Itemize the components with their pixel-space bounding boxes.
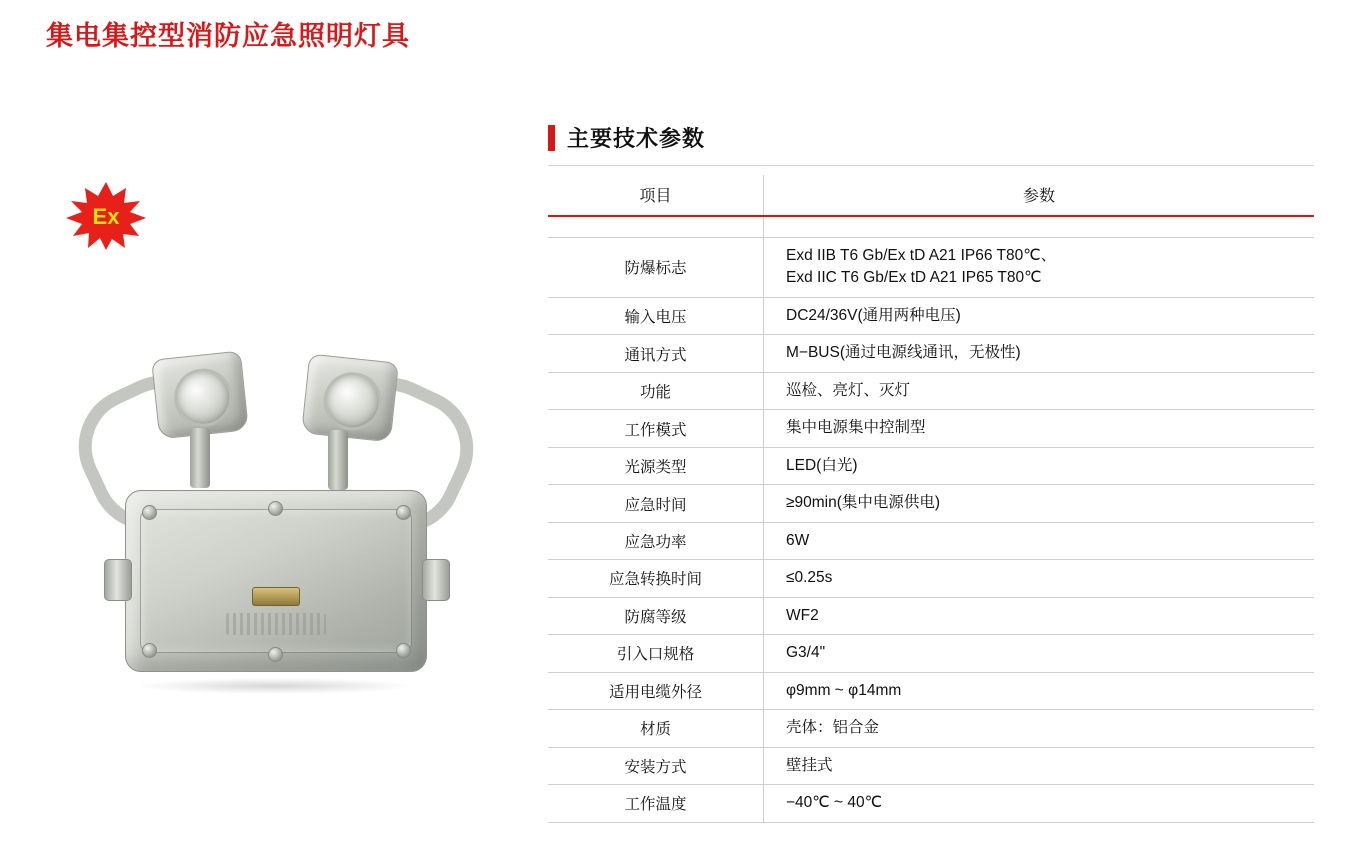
lamp-head-right	[301, 354, 399, 443]
spec-item-label: 通讯方式	[548, 335, 764, 372]
table-spacer-row	[548, 216, 1314, 238]
spec-item-label: 材质	[548, 710, 764, 747]
column-header-value: 参数	[764, 175, 1315, 216]
product-photo	[95, 270, 495, 750]
table-row	[548, 410, 1314, 447]
table-row	[548, 672, 1314, 709]
table-row	[548, 785, 1314, 822]
table-row	[548, 747, 1314, 784]
spec-item-value: WF2	[764, 597, 1315, 634]
spec-item-value: φ9mm ~ φ14mm	[764, 672, 1315, 709]
enclosure-body	[125, 490, 427, 672]
spec-item-label: 应急时间	[548, 485, 764, 522]
product-illustration	[40, 160, 520, 800]
table-row	[548, 635, 1314, 672]
spec-item-label: 防腐等级	[548, 597, 764, 634]
enclosure-nameplate	[226, 613, 326, 635]
ex-badge-label: Ex	[92, 204, 120, 229]
lamp-head-left	[151, 351, 249, 440]
table-row	[548, 485, 1314, 522]
spec-table-body	[548, 216, 1314, 822]
enclosure-bolt	[142, 643, 157, 658]
table-row	[548, 522, 1314, 559]
spec-item-label: 适用电缆外径	[548, 672, 764, 709]
spec-item-value: 6W	[764, 522, 1315, 559]
cable-gland-right	[422, 559, 450, 601]
section-accent-bar	[548, 125, 555, 151]
spec-item-value: LED(白光)	[764, 447, 1315, 484]
lamp-neck-left	[190, 428, 210, 488]
spec-item-label: 引入口规格	[548, 635, 764, 672]
spec-item-label: 工作温度	[548, 785, 764, 822]
spec-item-value: M−BUS(通过电源线通讯，无极性)	[764, 335, 1315, 372]
table-row	[548, 597, 1314, 634]
spec-item-label: 工作模式	[548, 410, 764, 447]
page-title: 集电集控型消防应急照明灯具	[46, 21, 410, 51]
status-indicator	[252, 587, 300, 606]
spec-item-value: 巡检、亮灯、灭灯	[764, 372, 1315, 409]
table-row	[548, 297, 1314, 334]
spec-section-header	[548, 122, 1314, 165]
spec-item-value: 壳体：铝合金	[764, 710, 1315, 747]
product-shadow	[135, 678, 415, 694]
column-header-item: 项目	[548, 175, 764, 216]
spec-section	[548, 122, 1314, 823]
table-row	[548, 710, 1314, 747]
spec-item-value: −40℃ ~ 40℃	[764, 785, 1315, 822]
spec-item-value: ≥90min(集中电源供电)	[764, 485, 1315, 522]
enclosure-bolt	[396, 505, 411, 520]
table-row	[548, 335, 1314, 372]
spec-item-value: DC24/36V(通用两种电压)	[764, 297, 1315, 334]
spec-item-value: ≤0.25s	[764, 560, 1315, 597]
lamp-lens-left	[171, 366, 235, 430]
spec-item-value: Exd IIB T6 Gb/Ex tD A21 IP66 T80℃、 Exd IIC T6 Gb/Ex tD A21 IP65 T80℃	[764, 238, 1315, 298]
spec-item-value: 壁挂式	[764, 747, 1315, 784]
spec-item-value: 集中电源集中控制型	[764, 410, 1315, 447]
spec-item-label: 应急转换时间	[548, 560, 764, 597]
spec-item-label: 应急功率	[548, 522, 764, 559]
spec-section-title: 主要技术参数	[567, 126, 706, 151]
lamp-lens-right	[321, 369, 385, 433]
table-row	[548, 372, 1314, 409]
enclosure-bolt	[268, 501, 283, 516]
spec-item-label: 防爆标志	[548, 238, 764, 298]
table-row	[548, 560, 1314, 597]
spec-table	[548, 175, 1314, 823]
spec-item-label: 安装方式	[548, 747, 764, 784]
spec-item-label: 输入电压	[548, 297, 764, 334]
table-header-row	[548, 175, 1314, 216]
spec-item-value: G3/4"	[764, 635, 1315, 672]
enclosure-bolt	[142, 505, 157, 520]
spec-item-label: 功能	[548, 372, 764, 409]
section-divider	[548, 165, 1314, 166]
table-row	[548, 447, 1314, 484]
spec-item-label: 光源类型	[548, 447, 764, 484]
explosion-proof-ex-icon	[60, 180, 152, 250]
cable-gland-left	[104, 559, 132, 601]
table-row	[548, 238, 1314, 298]
lamp-neck-right	[328, 430, 348, 490]
enclosure-bolt	[396, 643, 411, 658]
enclosure-bolt	[268, 647, 283, 662]
